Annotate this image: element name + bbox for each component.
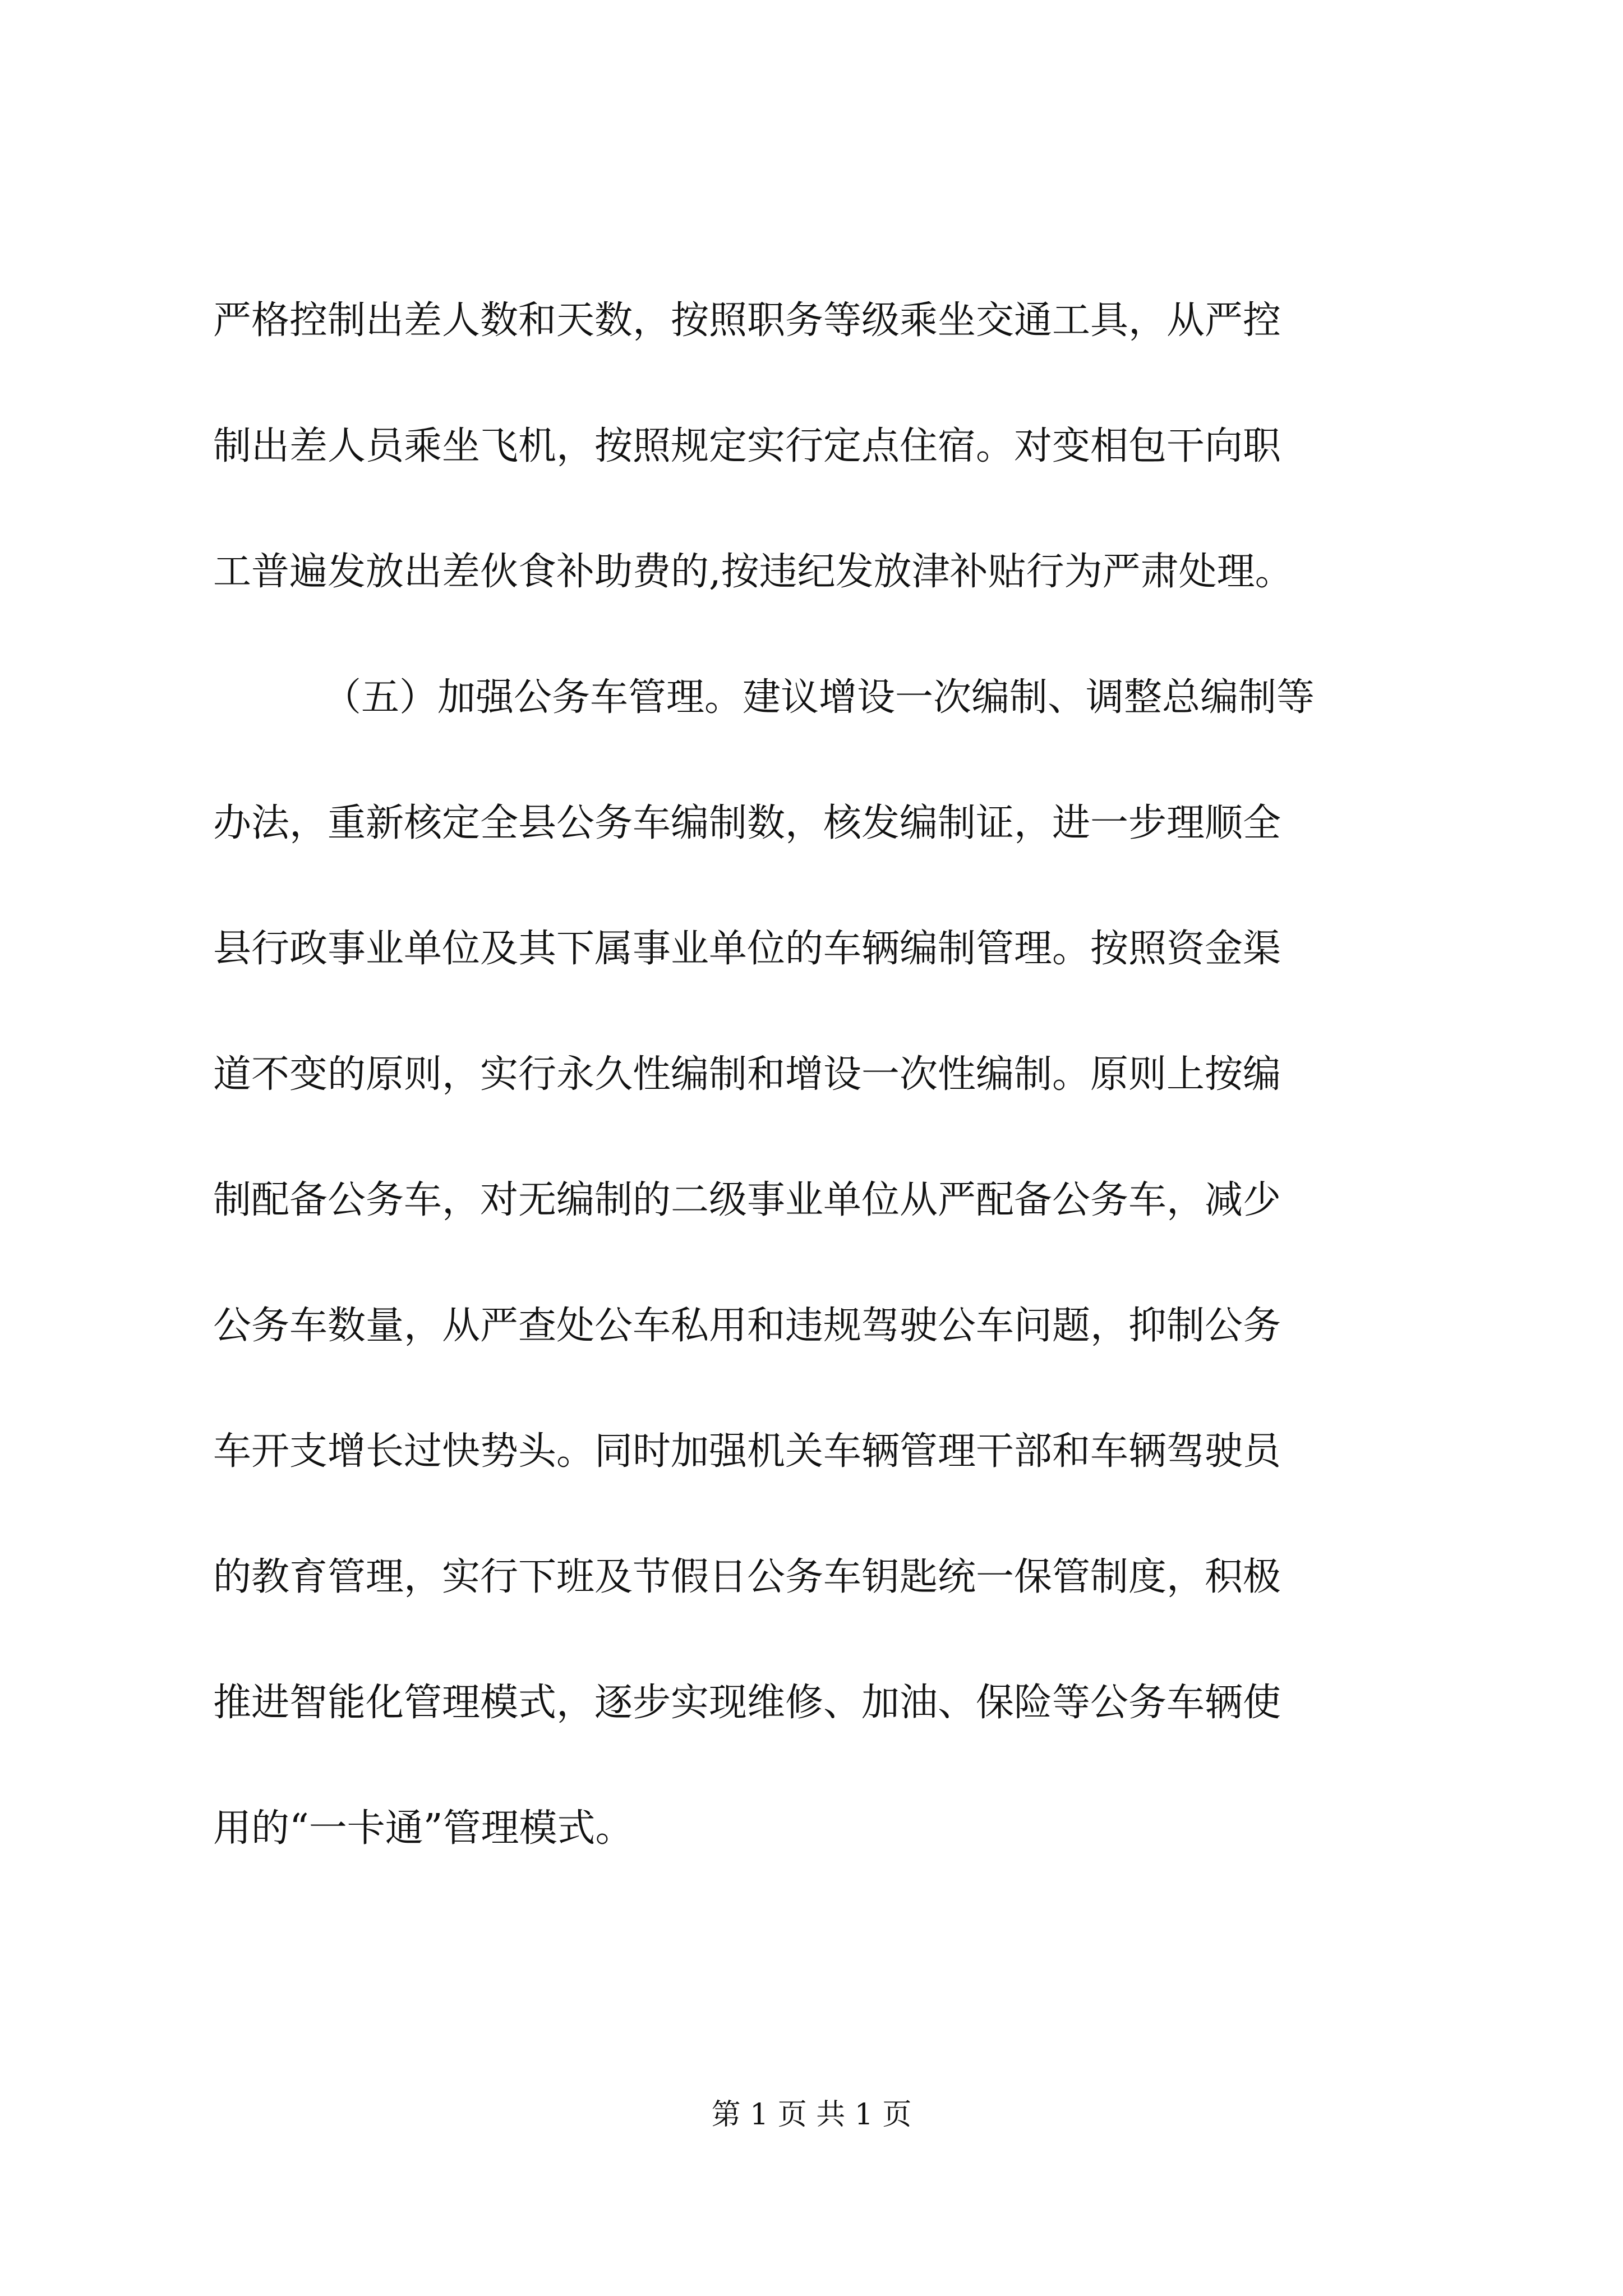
section-heading-line: （五）加强公务车管理。建议增设一次编制、调整总编制等: [323, 675, 1315, 720]
text-line: 道不变的原则，实行永久性编制和增设一次性编制。原则上按编: [213, 1052, 1281, 1097]
text-line: 推进智能化管理模式，逐步实现维修、加油、保险等公务车辆使: [213, 1681, 1281, 1725]
text-line: 的教育管理，实行下班及节假日公务车钥匙统一保管制度，积极: [213, 1555, 1281, 1599]
text-line: 县行政事业单位及其下属事业单位的车辆编制管理。按照资金渠: [213, 927, 1281, 971]
text-line: 用的“一卡通”管理模式。: [213, 1806, 634, 1851]
text-line: 车开支增长过快势头。同时加强机关车辆管理干部和车辆驾驶员: [213, 1429, 1281, 1474]
body-text: [213, 258, 1436, 1892]
page-footer: 第 1 页 共 1 页: [711, 2098, 912, 2132]
text-line: 制出差人员乘坐飞机，按照规定实行定点住宿。对变相包干向职: [213, 424, 1281, 468]
text-line: 办法，重新核定全县公务车编制数，核发编制证，进一步理顺全: [213, 801, 1281, 845]
text-line: 工普遍发放出差伙食补助费的,按违纪发放津补贴行为严肃处理。: [213, 550, 1293, 594]
text-line: 严格控制出差人数和天数，按照职务等级乘坐交通工具，从严控: [213, 298, 1281, 343]
text-line: 公务车数量，从严查处公车私用和违规驾驶公车问题，抑制公务: [213, 1304, 1281, 1348]
text-line: 制配备公务车，对无编制的二级事业单位从严配备公务车，减少: [213, 1178, 1281, 1222]
